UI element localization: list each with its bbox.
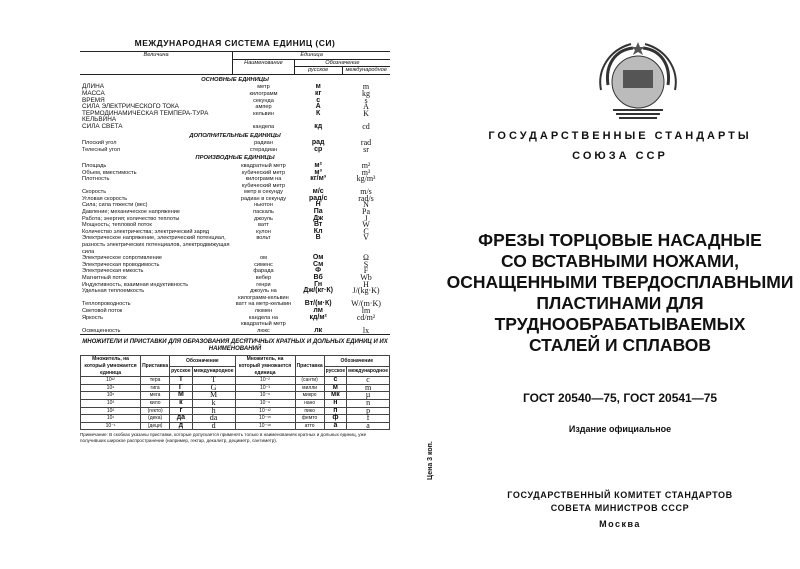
- unit-name-cell: радиан: [254, 140, 273, 147]
- quantity-cell: Электрическая проводимость: [82, 261, 160, 268]
- prefix-cell: тера: [141, 377, 170, 385]
- russian-symbol-cell: кг/м³: [310, 175, 327, 183]
- russian-symbol-cell: Вт/(м·К): [304, 300, 332, 308]
- unit-name-cell: кандела: [252, 123, 275, 130]
- table-row: [80, 268, 390, 275]
- international-symbol-cell: H: [363, 279, 369, 289]
- unit-name-cell: радиан в секунду: [240, 195, 287, 202]
- section-header: [80, 74, 390, 84]
- si-title: МЕЖДУНАРОДНАЯ СИСТЕМА ЕДИНИЦ (СИ): [134, 38, 336, 48]
- international-symbol-cell: d: [192, 422, 235, 430]
- unit-name-cell: кубический метр: [241, 169, 286, 176]
- table-row: [80, 301, 390, 308]
- table-row: [80, 189, 390, 196]
- unit-name-cell: люмен: [254, 307, 273, 314]
- international-symbol-cell: m³: [361, 167, 371, 177]
- table-row: [81, 384, 390, 392]
- unit-name-cell: килограмм: [249, 90, 278, 97]
- col-russian: русское: [294, 67, 342, 75]
- col-international: международное: [342, 67, 390, 75]
- international-symbol-cell: m²: [361, 160, 371, 170]
- title-line: СО ВСТАВНЫМИ НОЖАМИ,: [501, 251, 739, 271]
- russian-symbol-cell: кд/м²: [309, 313, 327, 321]
- quantity-cell: Электрическое напряжение, электрический потенциал, разность электрических потенциалов, электродвижущая сила: [82, 235, 230, 255]
- section-title: ПРОИЗВОДНЫЕ ЕДИНИЦЫ: [195, 155, 275, 162]
- table-row: [80, 255, 390, 262]
- gost-number: ГОСТ 20540—75, ГОСТ 20541—75: [522, 391, 718, 405]
- prefix-cell: милли: [295, 384, 324, 392]
- russian-symbol-cell: с: [316, 96, 321, 104]
- document-title: [440, 230, 800, 356]
- multipliers-body: [81, 377, 390, 430]
- russian-symbol-cell: м/с: [312, 188, 324, 196]
- col-russian-left: русское: [170, 366, 192, 376]
- russian-symbol-cell: См: [313, 260, 324, 268]
- table-row: [80, 222, 390, 229]
- unit-name-cell: вольт: [256, 235, 271, 242]
- unit-name-cell: килограмм на кубический метр: [241, 176, 286, 189]
- unit-name-cell: сименс: [254, 261, 273, 268]
- table-row: [80, 235, 390, 255]
- quantity-cell: Яркость: [82, 314, 104, 321]
- si-table: [80, 52, 390, 334]
- quantity-cell: Давление; механическое напряжение: [82, 209, 181, 216]
- standards-line-2: СОЮЗА ССР: [572, 150, 668, 162]
- russian-symbol-cell: Н: [315, 201, 321, 209]
- international-symbol-cell: V: [363, 233, 369, 243]
- multiplier-cell: 10¹: [81, 415, 141, 423]
- russian-symbol-cell: Па: [313, 208, 323, 216]
- col-name: Наименование: [233, 59, 295, 74]
- table-row: [81, 422, 390, 430]
- russian-symbol-cell: Ф: [315, 267, 322, 275]
- russian-symbol-cell: Вб: [313, 274, 323, 281]
- international-symbol-cell: µ: [347, 392, 390, 400]
- quantity-cell: Плоский угол: [82, 140, 117, 147]
- quantity-cell: СИЛА ЭЛЕКТРИЧЕСКОГО ТОКА: [82, 103, 179, 111]
- international-symbol-cell: rad: [360, 138, 372, 148]
- prefix-cell: пико: [295, 407, 324, 415]
- quantity-cell: Количество электричества; электрический заряд: [82, 228, 210, 235]
- title-line: ТРУДНООБРАБАТЫВАЕМЫХ: [494, 314, 746, 334]
- table-row: [81, 392, 390, 400]
- prefix-cell: кило: [141, 399, 170, 407]
- edition-label: Издание официальное: [568, 424, 672, 434]
- international-symbol-cell: kg/m³: [356, 174, 376, 184]
- russian-symbol-cell: а: [324, 422, 346, 430]
- quantity-cell: Объем, вместимость: [82, 169, 137, 176]
- russian-symbol-cell: В: [315, 234, 321, 242]
- table-row: [80, 124, 390, 131]
- multiplier-cell: 10²: [81, 407, 141, 415]
- section-title: ОСНОВНЫЕ ЕДИНИЦЫ: [201, 76, 269, 83]
- prefix-cell: (гекто): [141, 407, 170, 415]
- international-symbol-cell: cd/m²: [356, 312, 376, 322]
- quantity-cell: Сила; сила тяжести (вес): [82, 202, 148, 209]
- russian-symbol-cell: Г: [170, 384, 192, 392]
- prefix-cell: нано: [295, 399, 324, 407]
- unit-name-cell: метр в секунду: [244, 189, 283, 196]
- table-row: [81, 407, 390, 415]
- table-row: [80, 140, 390, 147]
- russian-symbol-cell: м³: [314, 168, 322, 176]
- unit-name-cell: джоуль на килограмм-кельвин: [238, 288, 289, 301]
- quantity-cell: Работа; энергия; количество теплоты: [82, 215, 180, 222]
- table-row: [80, 282, 390, 289]
- international-symbol-cell: cd: [362, 121, 370, 131]
- quantity-cell: Освещенность: [82, 327, 121, 334]
- russian-symbol-cell: мк: [324, 392, 346, 400]
- multiplier-cell: 10⁻³: [235, 384, 295, 392]
- table-row: [80, 328, 390, 335]
- russian-symbol-cell: к: [170, 399, 192, 407]
- table-row: [80, 91, 390, 98]
- quantity-cell: ДЛИНА: [82, 83, 104, 91]
- table-row: [80, 262, 390, 269]
- international-symbol-cell: S: [363, 259, 369, 269]
- multiplier-cell: 10⁻²: [235, 377, 295, 385]
- multiplier-cell: 10¹²: [81, 377, 141, 385]
- unit-name-cell: кулон: [256, 228, 271, 235]
- international-symbol-cell: c: [347, 377, 390, 385]
- publisher-line-1: ГОСУДАРСТВЕННЫЙ КОМИТЕТ СТАНДАРТОВ: [507, 490, 733, 500]
- russian-symbol-cell: кд: [314, 122, 323, 130]
- quantity-cell: Электрическое сопротивление: [82, 255, 162, 262]
- publisher-city: Москва: [599, 519, 641, 529]
- unit-name-cell: ватт на метр-кельвин: [235, 301, 292, 308]
- international-symbol-cell: rad/s: [358, 193, 374, 203]
- quantity-cell: Угловая скорость: [82, 195, 128, 202]
- international-symbol-cell: k: [192, 399, 235, 407]
- multiplier-cell: 10⁻¹⁵: [235, 415, 295, 423]
- standards-line-1: ГОСУДАРСТВЕННЫЕ СТАНДАРТЫ: [488, 130, 752, 142]
- russian-symbol-cell: рад: [311, 139, 325, 147]
- quantity-cell: Скорость: [82, 189, 107, 196]
- prefix-cell: (санти): [295, 377, 324, 385]
- russian-symbol-cell: с: [324, 377, 346, 385]
- international-symbol-cell: Pa: [362, 207, 371, 217]
- russian-symbol-cell: п: [324, 407, 346, 415]
- quantity-cell: Магнитный поток: [82, 275, 127, 281]
- prefix-cell: фемто: [295, 415, 324, 423]
- unit-name-cell: люкс: [257, 327, 270, 334]
- title-line: СТАЛЕЙ И СПЛАВОВ: [528, 335, 712, 355]
- table-row: [80, 163, 390, 170]
- russian-symbol-cell: Ом: [312, 254, 324, 262]
- quantity-cell: Мощность; тепловой поток: [82, 222, 152, 229]
- col-russian-right: русское: [324, 366, 346, 376]
- russian-symbol-cell: Гн: [314, 280, 323, 288]
- international-symbol-cell: lx: [362, 325, 370, 335]
- international-symbol-cell: Wb: [360, 273, 372, 282]
- international-symbol-cell: a: [347, 422, 390, 430]
- unit-name-cell: генри: [256, 281, 271, 288]
- si-table-body: [80, 74, 390, 334]
- russian-symbol-cell: ф: [324, 415, 346, 423]
- international-symbol-cell: p: [347, 407, 390, 415]
- table-row: [80, 315, 390, 328]
- col-prefix-right: Приставка: [295, 356, 324, 377]
- russian-symbol-cell: Кл: [313, 227, 323, 235]
- russian-symbol-cell: рад/с: [308, 194, 328, 202]
- multiplier-cell: 10⁻⁹: [235, 399, 295, 407]
- prefix-cell: атто: [295, 422, 324, 430]
- quantity-cell: Удельная теплоемкость: [82, 288, 145, 295]
- russian-symbol-cell: кг: [314, 89, 322, 97]
- prefix-cell: мега: [141, 392, 170, 400]
- col-international-right: международное: [347, 366, 390, 376]
- prefix-cell: микро: [295, 392, 324, 400]
- unit-name-cell: вебер: [255, 275, 272, 281]
- quantity-cell: ТЕРМОДИНАМИЧЕСКАЯ ТЕМПЕРА-ТУРА КЕЛЬВИНА: [82, 109, 209, 124]
- international-symbol-cell: C: [363, 226, 369, 236]
- prefix-cell: (дека): [141, 415, 170, 423]
- unit-name-cell: фарада: [253, 268, 274, 275]
- table-row: [81, 415, 390, 423]
- russian-symbol-cell: К: [316, 109, 321, 117]
- quantity-cell: СИЛА СВЕТА: [82, 122, 123, 130]
- russian-symbol-cell: да: [170, 415, 192, 423]
- quantity-cell: Индуктивность, взаимная индуктивность: [82, 281, 189, 288]
- russian-symbol-cell: Т: [170, 377, 192, 385]
- unit-name-cell: ньютон: [254, 202, 273, 209]
- title-line: ФРЕЗЫ ТОРЦОВЫЕ НАСАДНЫЕ: [478, 230, 762, 250]
- publisher-line-2: СОВЕТА МИНИСТРОВ СССР: [550, 503, 690, 513]
- unit-name-cell: квадратный метр: [241, 162, 286, 169]
- international-symbol-cell: s: [364, 95, 368, 105]
- quantity-cell: Площадь: [82, 162, 107, 169]
- international-symbol-cell: N: [363, 200, 369, 210]
- unit-name-cell: метр: [257, 84, 270, 91]
- international-symbol-cell: K: [363, 108, 369, 118]
- international-symbol-cell: kg: [362, 88, 371, 98]
- russian-symbol-cell: М: [170, 392, 192, 400]
- international-symbol-cell: h: [192, 407, 235, 415]
- international-symbol-cell: A: [363, 102, 369, 112]
- unit-name-cell: паскаль: [253, 209, 274, 216]
- russian-symbol-cell: д: [170, 422, 192, 430]
- title-line: ПЛАСТИНАМИ ДЛЯ: [536, 293, 704, 313]
- russian-symbol-cell: ср: [314, 145, 323, 153]
- quantity-cell: Теплопроводность: [82, 301, 131, 308]
- international-symbol-cell: m: [347, 384, 390, 392]
- unit-name-cell: ом: [259, 255, 267, 262]
- price-label: Цена 3 коп.: [427, 441, 434, 480]
- international-symbol-cell: sr: [363, 144, 369, 154]
- unit-name-cell: секунда: [253, 97, 274, 104]
- multiplier-cell: 10⁻¹²: [235, 407, 295, 415]
- section-header: [80, 153, 390, 163]
- table-row: [80, 176, 390, 189]
- russian-symbol-cell: лм: [313, 306, 323, 314]
- col-quantity: Величина: [80, 52, 233, 74]
- russian-symbol-cell: лк: [314, 326, 323, 334]
- table-row: [80, 147, 390, 154]
- international-symbol-cell: J: [364, 213, 368, 223]
- international-symbol-cell: Ω: [363, 253, 369, 263]
- prefix-cell: (деци): [141, 422, 170, 430]
- international-symbol-cell: m: [362, 82, 370, 92]
- russian-symbol-cell: А: [315, 103, 321, 111]
- international-symbol-cell: lm: [361, 305, 371, 315]
- table-row: [80, 209, 390, 216]
- international-symbol-cell: G: [192, 384, 235, 392]
- col-multiplier: Множитель, на который умножается единица: [81, 356, 141, 377]
- unit-name-cell: кандела на квадратный метр: [241, 314, 286, 328]
- quantity-cell: Световой поток: [82, 307, 123, 314]
- russian-symbol-cell: н: [324, 399, 346, 407]
- multiplier-cell: 10⁻¹⁸: [235, 422, 295, 430]
- multipliers-table: [80, 355, 390, 430]
- multiplier-cell: 10³: [81, 399, 141, 407]
- table-row: [80, 202, 390, 209]
- russian-symbol-cell: Дж/(кг·К): [303, 287, 333, 295]
- table-row: [80, 111, 390, 124]
- quantity-cell: ВРЕМЯ: [82, 96, 105, 104]
- multipliers-note: Примечание: В скобках указаны приставки, которые допускается применять только в наименованиях кратных и дольных единиц, уже получивших широкое распространение (например, гектар, декалитр, дециметр, сантиметр).: [80, 432, 367, 443]
- unit-name-cell: джоуль: [254, 215, 273, 222]
- ussr-emblem-icon: [583, 40, 693, 122]
- multiplier-cell: 10⁻¹: [81, 422, 141, 430]
- quantity-cell: Телесный угол: [82, 146, 120, 153]
- unit-name-cell: кельвин: [253, 110, 274, 117]
- section-header: [80, 131, 390, 141]
- international-symbol-cell: n: [347, 399, 390, 407]
- section-title: ДОПОЛНИТЕЛЬНЫЕ ЕДИНИЦЫ: [189, 132, 281, 139]
- table-row: [80, 170, 390, 177]
- unit-name-cell: ватт: [257, 222, 269, 229]
- international-symbol-cell: da: [192, 415, 235, 423]
- table-row: [80, 84, 390, 91]
- col-unit: Единица: [233, 52, 390, 59]
- col-multiplier-right: Множитель, на который умножается единица: [235, 356, 295, 377]
- unit-name-cell: ампер: [255, 104, 272, 111]
- international-symbol-cell: F: [363, 266, 369, 276]
- international-symbol-cell: f: [347, 415, 390, 423]
- unit-name-cell: стерадиан: [249, 146, 278, 153]
- col-international-left: международное: [192, 366, 235, 376]
- international-symbol-cell: m/s: [360, 187, 372, 197]
- russian-symbol-cell: м²: [314, 161, 322, 169]
- international-symbol-cell: W/(m·K): [351, 299, 381, 309]
- quantity-cell: Электрическая емкость: [82, 268, 144, 275]
- col-designation: Обозначение: [294, 59, 390, 67]
- si-units-panel: [80, 38, 390, 443]
- russian-symbol-cell: Дж: [313, 214, 324, 222]
- multipliers-title: МНОЖИТЕЛИ И ПРИСТАВКИ ДЛЯ ОБРАЗОВАНИЯ ДЕСЯТИЧНЫХ КРАТНЫХ И ДОЛЬНЫХ ЕДИНИЦ И ИХ НАИМЕНОВАНИЙ: [82, 339, 388, 353]
- quantity-cell: Плотность: [82, 176, 110, 183]
- international-symbol-cell: T: [192, 377, 235, 385]
- russian-symbol-cell: м: [315, 83, 321, 91]
- multiplier-cell: 10⁶: [81, 392, 141, 400]
- si-table-frame: [80, 51, 390, 335]
- russian-symbol-cell: г: [170, 407, 192, 415]
- international-symbol-cell: W: [362, 220, 370, 230]
- multiplier-cell: 10⁹: [81, 384, 141, 392]
- quantity-cell: МАССА: [82, 89, 105, 97]
- international-symbol-cell: J/(kg·K): [352, 286, 380, 296]
- table-row: [80, 308, 390, 315]
- russian-symbol-cell: Вт: [313, 221, 323, 229]
- table-row: [80, 196, 390, 203]
- table-row: [80, 275, 390, 282]
- table-row: [80, 288, 390, 301]
- title-line: ОСНАЩЕННЫМИ ТВЕРДОСПЛАВНЫМИ: [446, 272, 794, 292]
- col-designation-right: Обозначение: [324, 356, 389, 366]
- col-prefix: Приставка: [141, 356, 170, 377]
- table-row: [81, 377, 390, 385]
- multiplier-cell: 10⁻⁶: [235, 392, 295, 400]
- international-symbol-cell: M: [192, 392, 235, 400]
- russian-symbol-cell: м: [324, 384, 346, 392]
- table-row: [81, 399, 390, 407]
- col-designation-left: Обозначение: [170, 356, 235, 366]
- prefix-cell: гига: [141, 384, 170, 392]
